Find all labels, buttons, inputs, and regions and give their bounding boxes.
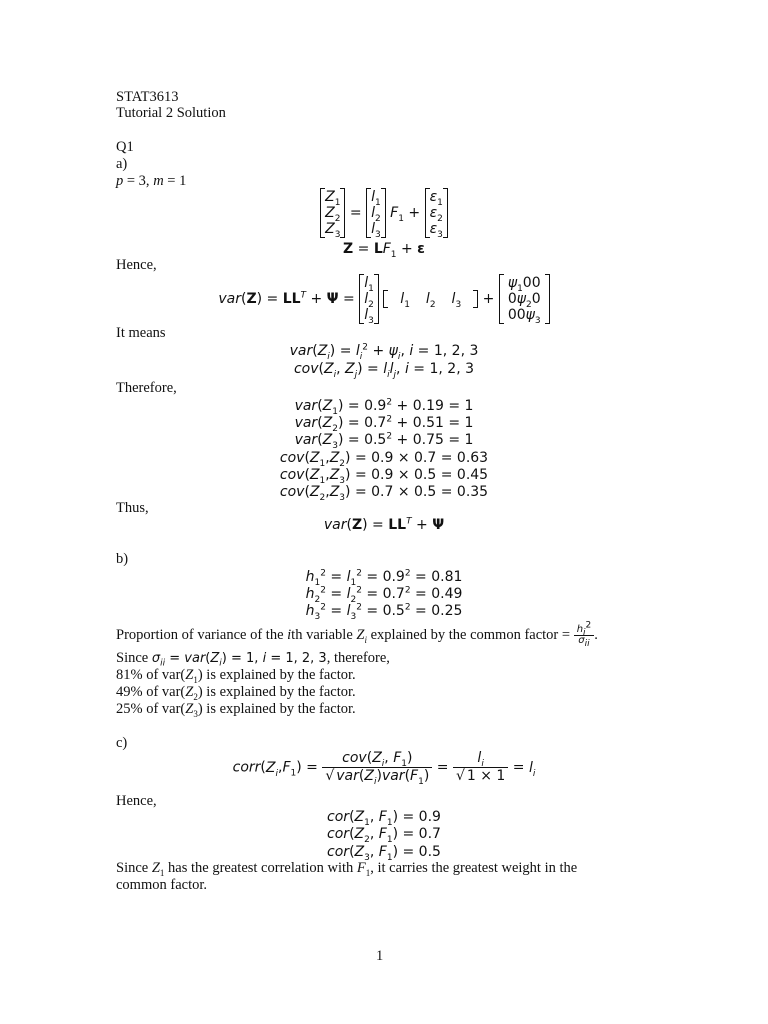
- hence-label-c: Hence,: [116, 793, 157, 809]
- since-sigma-text: Since $\sigma_{ii} = var(Z_i) = 1$, i = 1, 2, 3, therefore,: [116, 650, 390, 669]
- general-covariance: $cov(Z_i$, $Z_j) = l_il_j$, i = 1, 2, 3: [293, 361, 474, 380]
- explained-1: 81% of $var(Z_1)$ is explained by the factor.: [116, 667, 356, 685]
- communality-2: $h_2^2 = l_2^2 = 0.7^2 = 0.49$: [305, 585, 463, 605]
- part-c-label: c): [116, 735, 128, 751]
- cov-z1-z2: $cov(Z_1,Z_2) = 0.9 \times 0.7 = 0.63$: [279, 450, 489, 469]
- communality-3: $h_3^2 = l_3^2 = 0.5^2 = 0.25$: [305, 602, 463, 622]
- cor-z2-f1: $cor(Z_2$, $F_1) = 0.7$: [327, 826, 441, 845]
- var-z3: $var(Z_3) = 0.5^2 + 0.75 = 1$: [294, 431, 474, 451]
- communality-1: $h_1^2 = l_1^2 = 0.9^2 = 0.81$: [305, 568, 463, 588]
- question-label: Q1: [116, 139, 134, 155]
- conclusion-line-2: common factor.: [116, 877, 208, 893]
- cor-z1-f1: $cor(Z_1$, $F_1) = 0.9$: [327, 809, 441, 828]
- proportion-text: Proportion of variance of the ith variable $Z_i$ explained by the common factor = $\frac{h_i^2}{\sigma_{ii}}$ .: [116, 620, 598, 649]
- correlation-equation: $corr(Z_i,F_1)$ = $\frac{cov(Z_i, F_1)}{√ var(Z_i)var(F_1)}$ = $\frac{l_i}{√ 1 \times 1}$ = $l_i$: [232, 750, 536, 787]
- conclusion-line-1: Since $Z_1$ has the greatest correlation with $F_1$, it carries the greatest weight in the: [116, 860, 578, 878]
- parameters: p = 3, m = 1: [116, 173, 187, 189]
- loading-row: $l_1$ $l_2$ $l_3$: [383, 290, 478, 308]
- therefore-label: Therefore,: [116, 380, 177, 396]
- cov-z2-z3: $cov(Z_2,Z_3) = 0.7 \times 0.5 = 0.35$: [279, 484, 489, 503]
- var-z1: $var(Z_1) = 0.9^2 + 0.19 = 1$: [294, 397, 474, 417]
- error-vector: $\varepsilon_1$ $\varepsilon_2$ $\varepsilon_3$: [425, 188, 448, 238]
- explained-2: 49% of $var(Z_2)$ is explained by the factor.: [116, 684, 356, 702]
- part-a-label: a): [116, 156, 128, 172]
- loading-column: $l_1$ $l_2$ $l_3$: [359, 274, 379, 324]
- thus-label: Thus,: [116, 500, 149, 516]
- document-title: Tutorial 2 Solution: [116, 105, 226, 121]
- model-equation: $Z = LF_1 + \varepsilon$: [343, 241, 425, 260]
- it-means-label: It means: [116, 325, 166, 341]
- loading-vector: $l_1$ $l_2$ $l_3$: [366, 188, 386, 238]
- psi-matrix: $\psi_100$ $0\psi_20$ $00\psi_3$: [499, 274, 550, 324]
- cov-z1-z3: $cov(Z_1,Z_3) = 0.9 \times 0.5 = 0.45$: [279, 467, 489, 486]
- explained-3: 25% of $var(Z_3)$ is explained by the factor.: [116, 701, 356, 719]
- cor-z3-f1: $cor(Z_3$, $F_1) = 0.5$: [327, 844, 441, 863]
- z-vector: $Z_1$ $Z_2$ $Z_3$: [320, 188, 345, 238]
- var-z2: $var(Z_2) = 0.7^2 + 0.51 = 1$: [294, 414, 474, 434]
- course-code: STAT3613: [116, 89, 179, 105]
- part-b-label: b): [116, 551, 129, 567]
- page-number: 1: [376, 948, 384, 964]
- hence-label-a: Hence,: [116, 257, 157, 273]
- covariance-matrix-equation: $var(Z) = LL^T + \Psi$ = $l_1$ $l_2$ $l_3$ $l_1$ $l_2$ $l_3$ + $\psi_100$ $0\psi_20$ $00\psi_3$: [0, 274, 768, 324]
- final-covariance-equation: $var(Z) = LL^T + \Psi$: [323, 516, 445, 533]
- model-matrix-equation: $Z_1$ $Z_2$ $Z_3$ = $l_1$ $l_2$ $l_3$ $F_1$ + $\varepsilon_1$ $\varepsilon_2$ $\varepsilon_3$: [0, 188, 768, 238]
- general-variance: $var(Z_i) = l_i^2 + \psi_i$, i = 1, 2, 3: [289, 342, 479, 362]
